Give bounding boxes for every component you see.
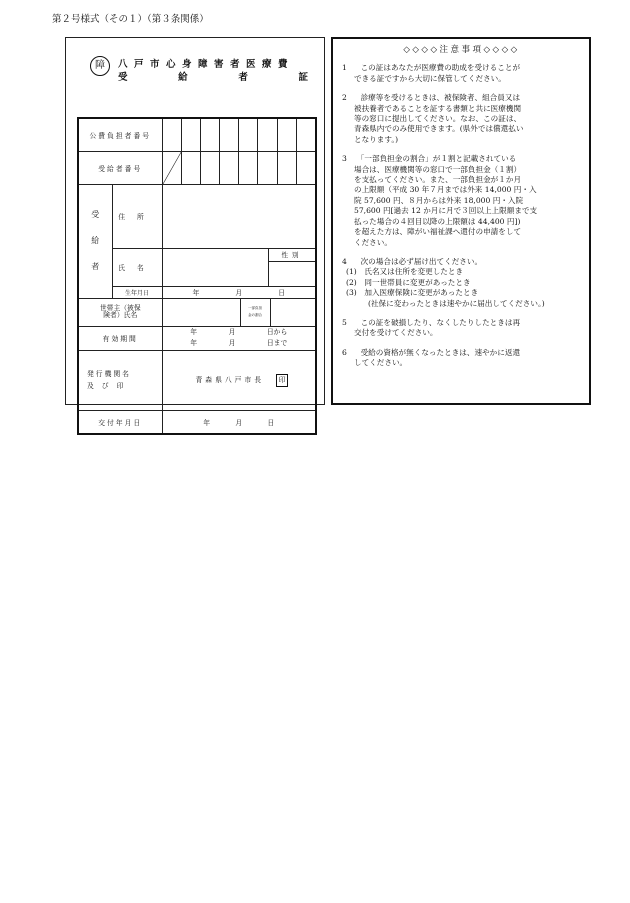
note-item-remark: (社保に変わったときは速やかに届出してください。) (368, 298, 545, 308)
card-title-char: 受 (118, 72, 128, 83)
note-line: 等の窓口に提出してください。なお、この証は、 (354, 114, 522, 124)
note-line: を支払ってください。また、一部負担金が１か月 (354, 175, 522, 185)
birth-month: 月 (235, 289, 243, 297)
validity-label: 有効期間 (78, 326, 162, 350)
issue-day: 日 (267, 418, 275, 427)
validity-to (163, 338, 316, 349)
note-item: (2) 同一世帯員に変更があったとき (346, 277, 471, 287)
burden-field[interactable] (270, 298, 316, 326)
validity-from-month: 月 (228, 328, 236, 336)
note-line: この証を破損したり、なくしたりしたときは再 (360, 317, 521, 327)
official-stamp: 印 (276, 374, 288, 387)
note-5 (342, 318, 581, 339)
validity-to-day: 日まで (266, 339, 288, 347)
note-line: 診療等を受けるときは、被保険者、組合員又は (360, 93, 521, 103)
birth-label: 生年月日 (112, 286, 162, 298)
note-number: 2 (342, 93, 347, 103)
note-6 (342, 348, 581, 369)
note-line: 57,600 円[過去 12 か月に月で３回以上上限額まで支 (354, 206, 538, 216)
address-label: 住所 (112, 184, 162, 248)
validity-from-day: 日から (266, 328, 288, 336)
birth-date[interactable] (162, 286, 316, 298)
note-line: ください。 (354, 237, 392, 247)
card-title-char: 証 (298, 72, 308, 83)
burden-label-line1: 一部負担 (248, 306, 263, 310)
note-4 (342, 257, 581, 309)
note-item: (1) 氏名又は住所を変更したとき (346, 267, 464, 277)
gender-label: 性別 (268, 249, 315, 262)
recipient-number-boxes[interactable] (162, 151, 316, 184)
birth-year: 年 (192, 289, 200, 297)
issuer-name: 青森県八戸市長 (195, 375, 265, 384)
issuer-label-line2: 及び印 (87, 382, 132, 390)
note-line: となります。) (354, 134, 399, 144)
note-line: この証はあなたが医療費の助成を受けることが (360, 63, 521, 73)
birth-day: 日 (278, 289, 285, 297)
recipient-label-char: 者 (91, 262, 100, 271)
note-line: できる証ですから大切に保管してください。 (354, 73, 506, 83)
note-line: 払った場合の４回目以降の上限額は 44,400 円]) (354, 216, 521, 226)
note-line: 次の場合は必ず届け出てください。 (360, 256, 483, 266)
note-line: 「一部負担金の割合」が１割と記載されている (360, 154, 517, 164)
issue-date[interactable] (162, 410, 316, 434)
note-line: 交付を受けてください。 (354, 328, 438, 338)
validity-to-month: 月 (228, 339, 236, 347)
note-number: 4 (342, 256, 347, 266)
note-number: 1 (342, 63, 347, 73)
recipient-label-char: 受 (91, 210, 100, 219)
validity-from-year: 年 (190, 328, 198, 336)
issue-month: 月 (235, 418, 243, 427)
validity-to-year: 年 (190, 339, 198, 347)
note-3 (342, 154, 581, 248)
validity-from (163, 327, 316, 338)
issuer-label-line1: 発行機関名 (87, 370, 131, 378)
recipient-label-char: 給 (91, 236, 100, 245)
note-number: 3 (342, 154, 347, 164)
validity-period[interactable] (162, 326, 316, 350)
name-label: 氏名 (112, 248, 162, 286)
note-1 (342, 63, 581, 84)
insured-name-field[interactable] (162, 298, 240, 326)
note-number: 6 (342, 347, 347, 357)
notes-title: ◇◇◇◇注意事項◇◇◇◇ (403, 45, 520, 55)
note-item: (3) 加入医療保険に変更があったとき (346, 288, 479, 298)
note-line: を超えた方は、障がい福祉課へ還付の申請をして (354, 227, 522, 237)
card-title-line2 (118, 69, 308, 83)
gender-field[interactable] (268, 261, 315, 287)
issue-year: 年 (203, 418, 210, 427)
note-number: 5 (342, 317, 347, 327)
note-line: の上限額（平成 30 年７月までは外来 14,000 円・入 (354, 185, 537, 195)
name-field[interactable] (162, 248, 316, 286)
note-2 (342, 93, 581, 145)
burden-label (240, 298, 270, 326)
payer-number-boxes[interactable] (162, 118, 316, 151)
payer-number-label: 公費負担者番号 (78, 118, 162, 151)
notes-panel (331, 37, 591, 405)
note-line: してください。 (354, 358, 408, 368)
note-line: 被扶養者であることを証する書類と共に医療機関 (354, 103, 522, 113)
note-line: 受給の資格が無くなったときは、速やかに返還 (360, 347, 521, 357)
disability-badge: 障 (90, 56, 110, 76)
card-title-line1: 八戸市心身障害者医療費 (118, 59, 295, 70)
card-header (76, 52, 316, 94)
burden-label-line2: 金の割合 (248, 313, 263, 317)
card-title-char: 者 (238, 72, 248, 83)
recipient-label (78, 184, 112, 298)
insured-label (78, 298, 162, 326)
issue-date-label: 交付年月日 (78, 410, 162, 434)
address-field[interactable] (162, 184, 316, 248)
note-line: 院 57,600 円、８月からは外来 18,000 円・入院 (354, 195, 524, 205)
card-title-char: 給 (178, 72, 188, 83)
form-title: 第２号様式（その１）（第３条関係） (52, 14, 209, 25)
issuer-label (78, 350, 162, 410)
insured-label-line2: 険者）氏名 (103, 311, 138, 319)
card-grid (77, 117, 317, 435)
issuer-field (162, 350, 316, 410)
note-line: 場合は、医療機関等の窓口で一部負担金（１割） (354, 164, 522, 174)
note-line: 青森県内でのみ使用できます。(県外では償還払い (354, 124, 524, 134)
insured-label-line1: 世帯主（被保 (99, 304, 141, 312)
recipient-card (65, 37, 325, 427)
recipient-number-label: 受給者番号 (78, 151, 162, 184)
